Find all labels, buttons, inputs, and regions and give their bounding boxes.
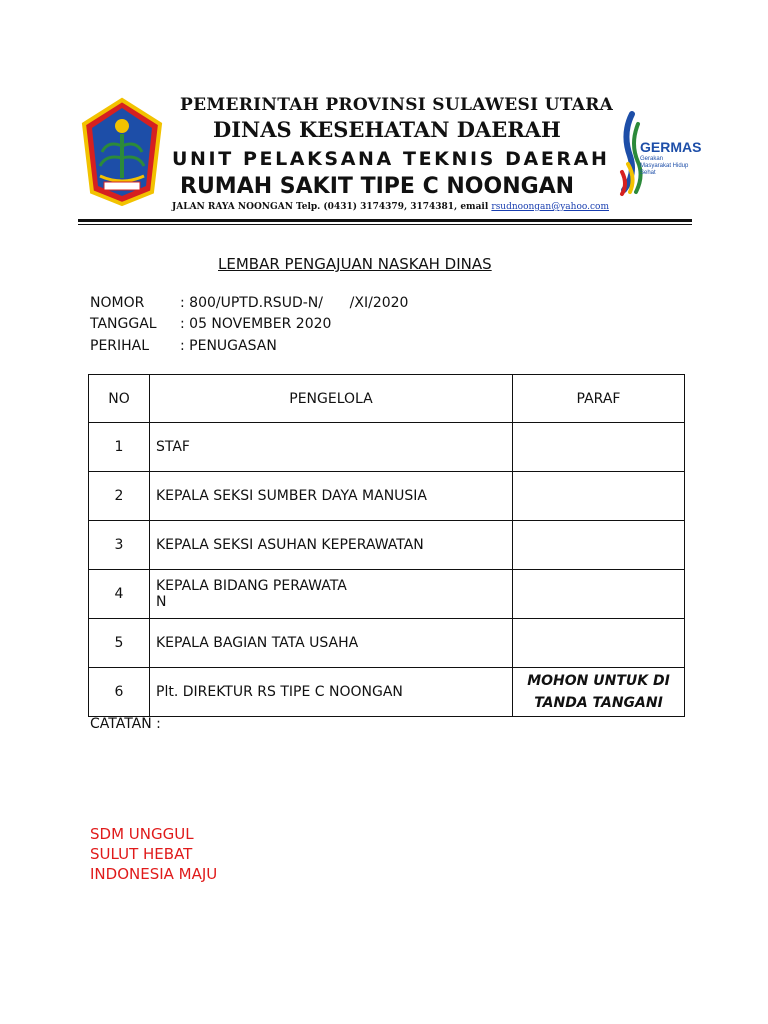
table-row [89,570,685,619]
row-paraf [513,423,685,472]
header-department: DINAS KESEHATAN DAERAH [213,117,561,142]
row-paraf [513,521,685,570]
table-row [89,423,685,472]
row-no: 5 [89,619,150,668]
table-row [89,668,685,717]
meta-label: NOMOR [90,295,145,311]
row-pengelola: KEPALA SEKSI SUMBER DAYA MANUSIA [150,472,513,521]
row-paraf [513,472,685,521]
header-government: PEMERINTAH PROVINSI SULAWESI UTARA [180,95,614,115]
meta-value: : PENUGASAN [180,338,277,354]
header-address [172,202,609,212]
row-pengelola: Plt. DIREKTUR RS TIPE C NOONGAN [150,668,513,717]
header-no: NO [89,375,150,423]
row-no: 6 [89,668,150,717]
table-row [89,472,685,521]
row-pengelola: KEPALA BAGIAN TATA USAHA [150,619,513,668]
meta-label: TANGGAL [90,316,157,332]
row-pengelola: KEPALA SEKSI ASUHAN KEPERAWATAN [150,521,513,570]
meta-nomor [90,295,490,315]
row-paraf [513,570,685,619]
germas-logo-subtitle: Gerakan Masyarakat Hidup Sehat [640,156,689,176]
header-rule-thick [78,219,692,222]
table-row [89,619,685,668]
header-unit: UNIT PELAKSANA TEKNIS DAERAH [172,148,610,170]
address-text: JALAN RAYA NOONGAN Telp. (0431) 3174379, 3174381, email [172,202,492,212]
row-no: 4 [89,570,150,619]
table-header-row [89,375,685,423]
row-no: 3 [89,521,150,570]
signature-request: MOHON UNTUK DI TANDA TANGANI [513,668,685,717]
approval-table [88,374,685,717]
meta-value: : 05 NOVEMBER 2020 [180,316,332,332]
row-paraf [513,619,685,668]
document-title: LEMBAR PENGAJUAN NASKAH DINAS [218,255,492,273]
row-pengelola: KEPALA BIDANG PERAWATA N [150,570,513,619]
notes-label: CATATAN : [90,716,161,732]
germas-logo-text: GERMAS [640,139,702,155]
row-no: 2 [89,472,150,521]
header-rule-thin [78,224,692,225]
row-pengelola: STAF [150,423,513,472]
meta-label: PERIHAL [90,338,150,354]
table-row [89,521,685,570]
email-link[interactable]: rsudnoongan@yahoo.com [491,202,610,212]
slogan-line: SULUT HEBAT [90,845,193,863]
meta-tanggal [90,316,490,336]
slogan-line: SDM UNGGUL [90,825,194,843]
slogan-line: INDONESIA MAJU [90,865,218,883]
header-pengelola: PENGELOLA [150,375,513,423]
province-emblem-icon [80,96,164,208]
header-hospital: RUMAH SAKIT TIPE C NOONGAN [180,174,575,199]
meta-perihal [90,338,490,358]
meta-value: : 800/UPTD.RSUD-N/ /XI/2020 [180,295,409,311]
header-paraf: PARAF [513,375,685,423]
row-no: 1 [89,423,150,472]
germas-logo-icon [618,104,702,196]
